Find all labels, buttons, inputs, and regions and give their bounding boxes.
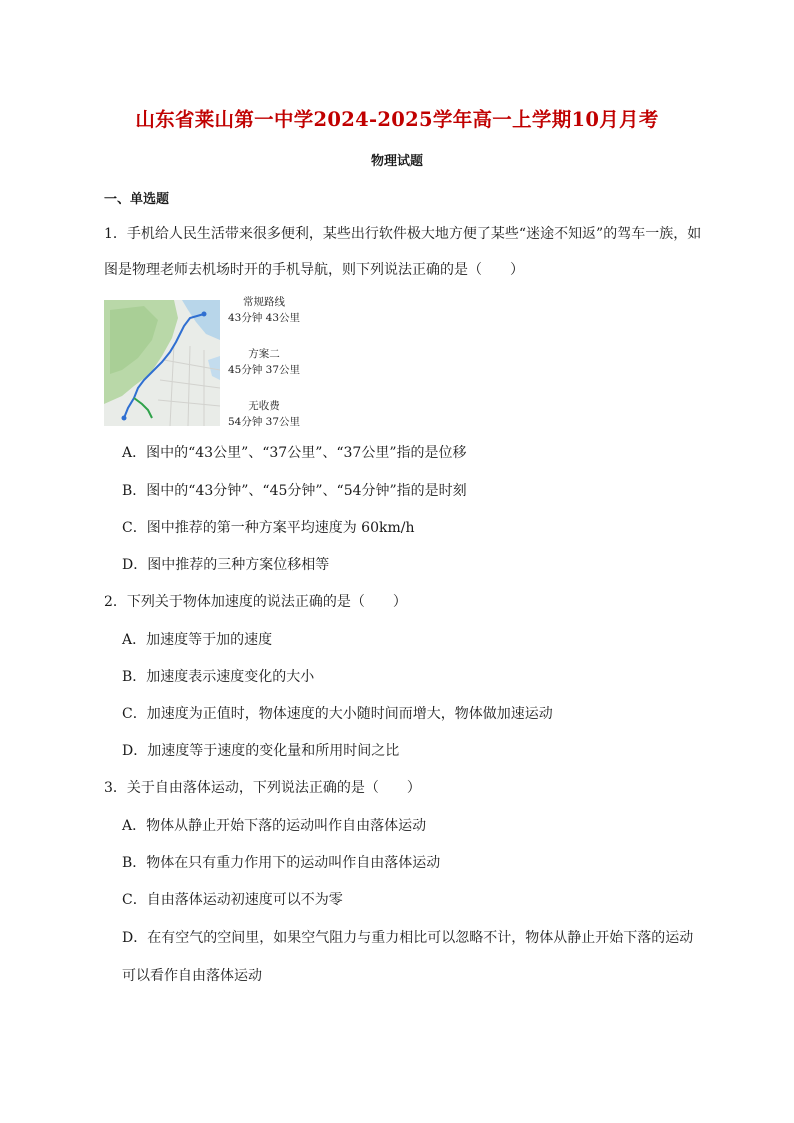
exam-subtitle: 物理试题 — [370, 154, 423, 169]
route-option-2-detail: 45分钟 37公里 — [227, 364, 301, 376]
exam-title: 山东省莱山第一中学2024-2025学年高一上学期10月月考 — [135, 108, 659, 131]
route-option-3-name: 无收费 — [248, 400, 280, 412]
question-3-option-b: B．物体在只有重力作用下的运动叫作自由落体运动 — [122, 855, 441, 871]
route-option-3 — [224, 398, 304, 430]
question-2-option-c: C．加速度为正值时，物体速度的大小随时间而增大，物体做加速运动 — [122, 706, 553, 722]
route-option-3-detail: 54分钟 37公里 — [227, 416, 301, 428]
question-2-stem: 2．下列关于物体加速度的说法正确的是（ ） — [104, 594, 407, 610]
question-2-option-d: D．加速度等于速度的变化量和所用时间之比 — [122, 743, 400, 759]
question-1-option-a: A．图中的“43公里”、“37公里”、“37公里”指的是位移 — [122, 445, 467, 461]
route-option-2 — [224, 346, 304, 378]
question-1-option-b: B．图中的“43分钟”、“45分钟”、“54分钟”指的是时刻 — [122, 483, 467, 499]
question-3-option-d: D．在有空气的空间里，如果空气阻力与重力相比可以忽略不计，物体从静止开始下落的运动 — [122, 930, 694, 946]
route-option-2-name: 方案二 — [248, 348, 280, 360]
question-1-option-c: C．图中推荐的第一种方案平均速度为 60km/h — [122, 520, 415, 536]
question-3-stem: 3．关于自由落体运动，下列说法正确的是（ ） — [104, 780, 421, 796]
question-3-option-d-continued: 可以看作自由落体运动 — [122, 968, 262, 984]
question-1-stem-line-2: 图是物理老师去机场时开的手机导航，则下列说法正确的是（ ） — [104, 262, 524, 278]
question-3-option-a: A．物体从静止开始下落的运动叫作自由落体运动 — [122, 818, 427, 834]
question-2-option-a: A．加速度等于加的速度 — [122, 632, 273, 648]
route-option-1-name: 常规路线 — [243, 296, 285, 308]
route-option-1-detail: 43分钟 43公里 — [227, 312, 301, 324]
map-image — [104, 300, 220, 426]
route-option-1 — [224, 294, 304, 326]
question-3-option-c: C．自由落体运动初速度可以不为零 — [122, 892, 343, 908]
question-1-stem-line-1: 1．手机给人民生活带来很多便利，某些出行软件极大地方便了某些“迷途不知返”的驾车一族，如 — [104, 226, 702, 242]
question-2-option-b: B．加速度表示速度变化的大小 — [122, 669, 315, 685]
question-1-option-d: D．图中推荐的三种方案位移相等 — [122, 557, 330, 573]
navigation-map-figure — [104, 296, 304, 428]
section-heading: 一、单选题 — [104, 192, 170, 207]
